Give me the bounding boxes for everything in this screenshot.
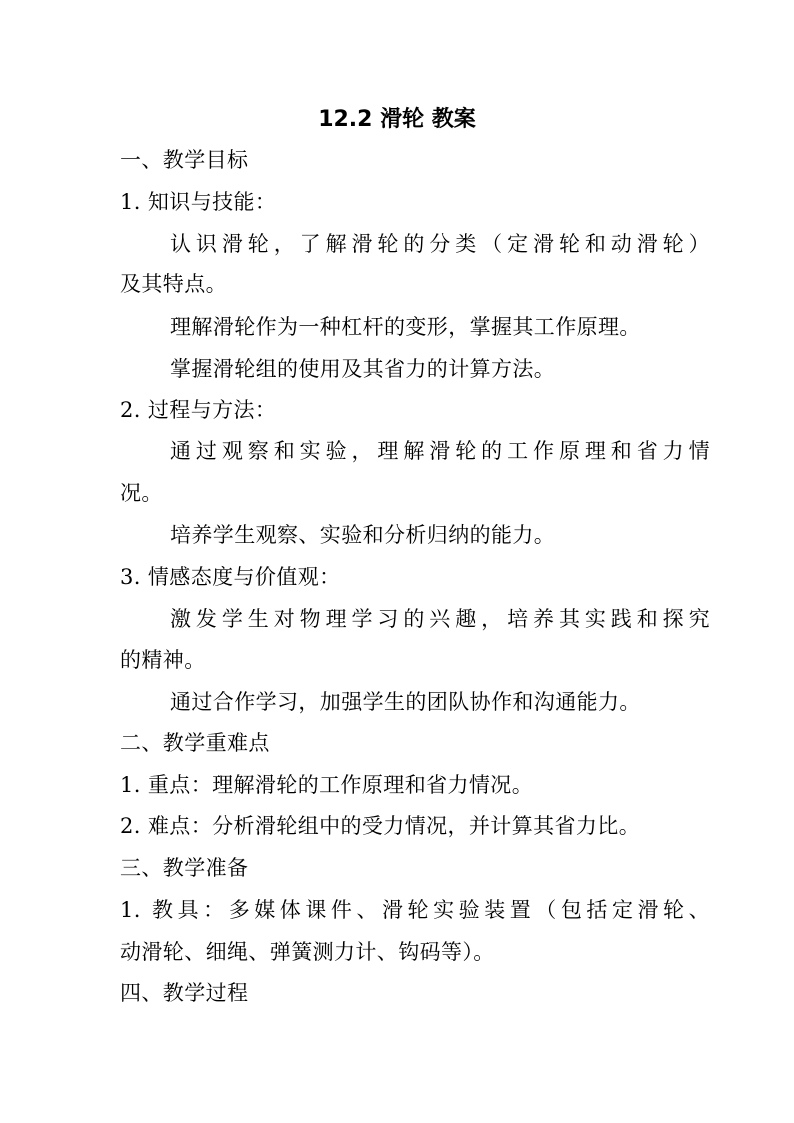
paragraph-line: 激发学生对物理学习的兴趣，培养其实践和探究: [170, 607, 710, 631]
subheading-emotion-values: 3. 情感态度与价值观：: [120, 565, 341, 589]
paragraph-line: 1. 重点：理解滑轮的工作原理和省力情况。: [120, 773, 534, 797]
subheading-process-methods: 2. 过程与方法：: [120, 398, 277, 422]
paragraph-line: 掌握滑轮组的使用及其省力的计算方法。: [170, 357, 556, 381]
paragraph-line: 认识滑轮，了解滑轮的分类（定滑轮和动滑轮）: [170, 232, 710, 256]
section-heading-key-points: 二、教学重难点: [120, 731, 270, 755]
paragraph-line: 通过观察和实验，理解滑轮的工作原理和省力情: [170, 439, 710, 463]
paragraph-line: 培养学生观察、实验和分析归纳的能力。: [170, 523, 556, 547]
paragraph-line: 2. 难点：分析滑轮组中的受力情况，并计算其省力比。: [120, 814, 641, 838]
paragraph-line: 1. 教具：多媒体课件、滑轮实验装置（包括定滑轮、: [120, 898, 710, 922]
paragraph-line: 通过合作学习，加强学生的团队协作和沟通能力。: [170, 690, 641, 714]
paragraph-line: 的精神。: [120, 648, 206, 672]
section-heading-objectives: 一、教学目标: [120, 148, 249, 172]
paragraph-line: 理解滑轮作为一种杠杆的变形，掌握其工作原理。: [170, 315, 641, 339]
paragraph-line: 及其特点。: [120, 272, 227, 296]
paragraph-line: 况。: [120, 481, 163, 505]
subheading-knowledge-skills: 1. 知识与技能：: [120, 190, 277, 214]
section-heading-preparation: 三、教学准备: [120, 856, 249, 880]
paragraph-line: 动滑轮、细绳、弹簧测力计、钩码等）。: [120, 940, 495, 964]
document-title: 12.2 滑轮 教案: [318, 107, 476, 132]
section-heading-process: 四、教学过程: [120, 981, 249, 1005]
